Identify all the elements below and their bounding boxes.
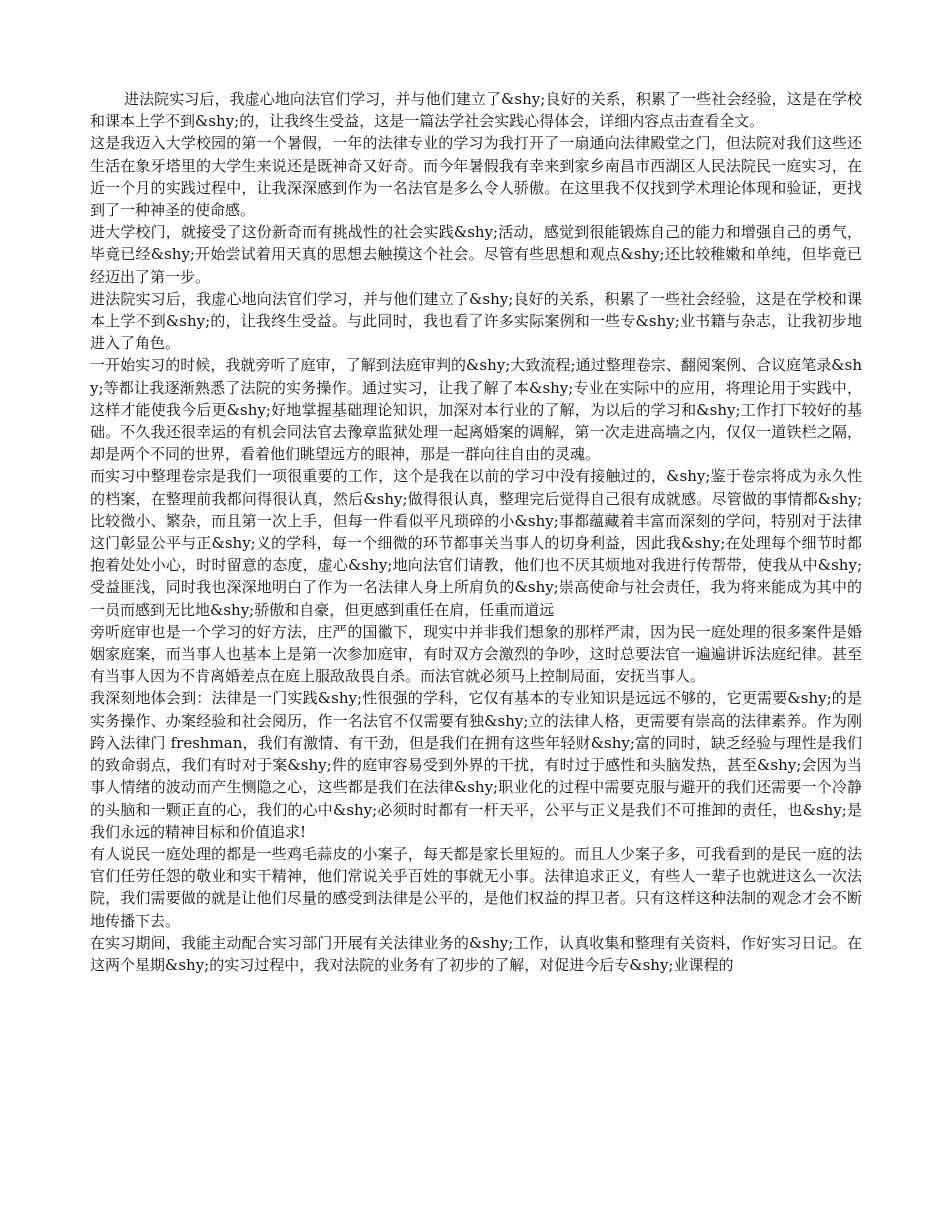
intro-paragraph: 进法院实习后，我虚心地向法官们学习，并与他们建立了&shy;良好的关系，积累了一些社会经验，这是在学校和课本上学不到&shy;的，让我终生受益，这是一篇法学社会实践心得体会，详细内容点击查看全文。 xyxy=(90,90,862,131)
paragraph-learning-from-judges: 进法院实习后，我虚心地向法官们学习，并与他们建立了&shy;良好的关系，积累了一些社会经验，这是在学校和课本上学不到&shy;的，让我终生受益。与此同时，我也看了许多实际案例和一些专&shy;业书籍与杂志，让我初步地进入了角色。 xyxy=(90,289,862,353)
paragraph-entering-university: 进大学校门，就接受了这份新奇而有挑战性的社会实践&shy;活动，感觉到很能锻炼自己的能力和增强自己的勇气，毕竟已经&shy;开始尝试着用天真的思想去触摸这个社会。尽管有些思想和观点&shy;还比较稚嫩和单纯，但毕竟已经迈出了第一步。 xyxy=(90,223,862,286)
paragraph-first-summer: 这是我迈入大学校园的第一个暑假，一年的法律专业的学习为我打开了一扇通向法律殿堂之门，但法院对我们这些还生活在象牙塔里的大学生来说还是既神奇又好奇。而今年暑假我有幸来到家乡南昌市西湖区人民法院民一庭实习，在近一个月的实践过程中，让我深深感到作为一名法官是多么令人骄傲。在这里我不仅找到学术理论体现和验证，更找到了一种神圣的使命感。 xyxy=(90,134,862,220)
paragraph-internship-duties: 在实习期间，我能主动配合实习部门开展有关法律业务的&shy;工作，认真收集和整理有关资料，作好实习日记。在这两个星期&shy;的实习过程中，我对法院的业务有了初步的了解，对促进今后专&shy;业课程的 xyxy=(90,933,862,974)
paragraph-organizing-files: 而实习中整理卷宗是我们一项很重要的工作，这个是我在以前的学习中没有接触过的，&shy;鉴于卷宗将成为永久性的档案，在整理前我都问得很认真，然后&shy;做得很认真，整理完后觉得自己很有成就感。尽管做的事情都&shy;比较微小、繁杂，而且第一次上手，但每一件看似平凡琐碎的小&shy;事都蕴藏着丰富而深刻的学问，特别对于法律这门彰显公平与正&shy;义的学科，每一个细微的环节都事关当事人的切身利益，因此我&shy;在处理每个细节时都抱着处处小心，时时留意的态度，虚心&shy;地向法官们请教，他们也不厌其烦地对我进行传帮带，使我从中&shy;受益匪浅，同时我也深深地明白了作为一名法律人身上所肩负的&shy;崇高使命与社会责任，我为将来能成为其中的一员而感到无比地&shy;骄傲和自豪，但更感到重任在肩，任重而道远 xyxy=(90,467,862,619)
paragraph-court-observation: 旁听庭审也是一个学习的好方法，庄严的国徽下，现实中并非我们想象的那样严肃，因为民一庭处理的很多案件是婚姻家庭案，而当事人也基本上是第一次参加庭审，有时双方会激烈的争吵，这时总要法官一遍遍讲诉法庭纪律。甚至有当事人因为不肯离婚差点在庭上服敌敌畏自杀。而法官就必须马上控制局面，安抚当事人。 xyxy=(90,622,862,686)
paragraph-small-cases: 有人说民一庭处理的都是一些鸡毛蒜皮的小案子，每天都是家长里短的。而且人少案子多，可我看到的是民一庭的法官们任劳任怨的敬业和实干精神，他们常说关乎百姓的事就无小事。法律追求正义，有些人一辈子也就进这么一次法院，我们需要做的就是让他们尽量的感受到法律是公平的，是他们权益的捍卫者。只有这样这种法制的观念才会不断地传播下去。 xyxy=(90,844,862,930)
paragraph-reflection: 我深刻地体会到：法律是一门实践&shy;性很强的学科，它仅有基本的专业知识是远远不够的，它更需要&shy;的是实务操作、办案经验和社会阅历，作一名法官不仅需要有独&shy;立的法律人格，更需要有崇高的法律素养。作为刚跨入法律门 freshman，我们有激情、有干劲，但是我们在拥有这些年轻财&shy;富的同时，缺乏经验与理性是我们的致命弱点，我们有时对于案&shy;件的庭审容易受到外界的干扰，有时过于感性和头脑发热，甚至&shy;会因为当事人情绪的波动而产生恻隐之心，这些都是我们在法律&shy;职业化的过程中需要克服与避开的我们还需要一个冷静的头脑和一颗正直的心，我们的心中&shy;必须时时都有一杆天平，公平与正义是我们不可推卸的责任，也&shy;是我们永远的精神目标和价值追求! xyxy=(90,689,862,841)
document-body xyxy=(90,88,862,976)
paragraph-attending-trials: 一开始实习的时候，我就旁听了庭审，了解到法庭审判的&shy;大致流程;通过整理卷宗、翻阅案例、合议庭笔录&shy;等都让我逐渐熟悉了法院的实务操作。通过实习，让我了解了本&shy;专业在实际中的应用，将理论用于实践中，这样才能使我今后更&shy;好地掌握基础理论知识，加深对本行业的了解，为以后的学习和&shy;工作打下较好的基础。不久我还很幸运的有机会同法官去豫章监狱处理一起离婚案的调解，第一次走进高墙之内，仅仅一道铁栏之隔，却是两个不同的世界，看着他们眺望远方的眼神，那是一群向往自由的灵魂。 xyxy=(90,356,862,464)
